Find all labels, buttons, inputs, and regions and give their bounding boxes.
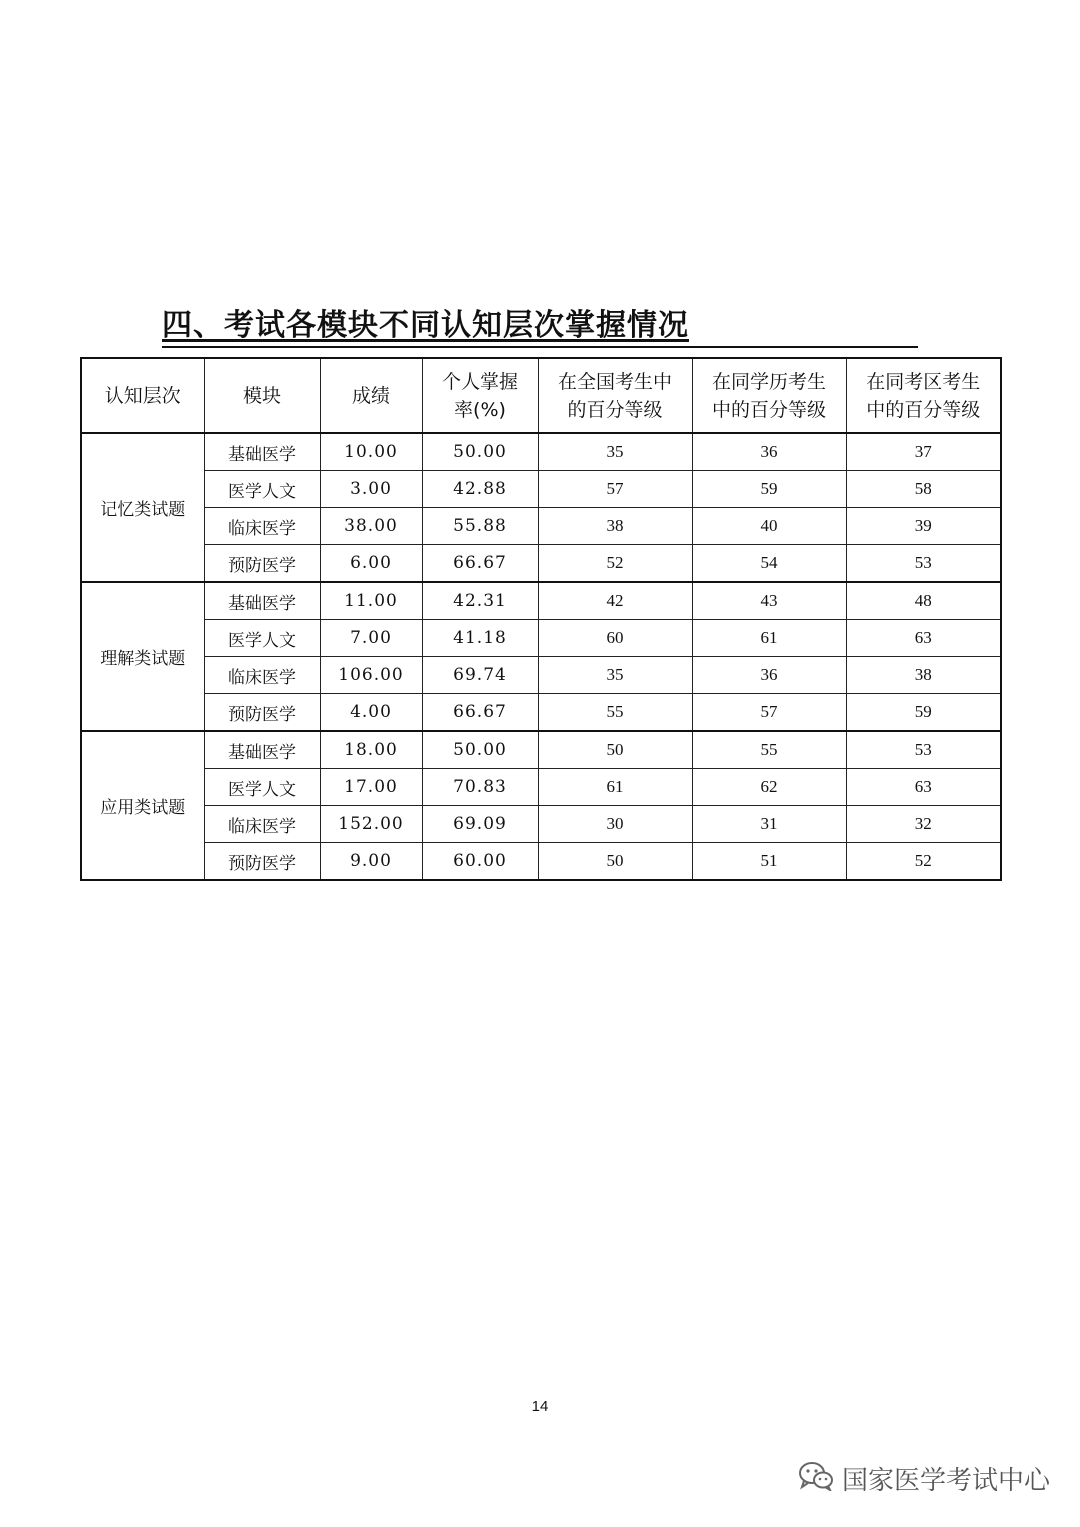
watermark: [798, 1458, 1050, 1498]
rate-cell: 42.31: [422, 582, 538, 620]
same-region-rank-cell: 38: [846, 657, 1001, 694]
score-cell: 3.00: [320, 471, 422, 508]
score-cell: 106.00: [320, 657, 422, 694]
table-row: [81, 545, 1001, 583]
module-cell: 预防医学: [204, 545, 320, 583]
same-edu-rank-cell: 36: [692, 433, 846, 471]
same-edu-rank-cell: 55: [692, 731, 846, 769]
same-region-rank-cell: 53: [846, 545, 1001, 583]
table-row: [81, 508, 1001, 545]
same-region-rank-cell: 39: [846, 508, 1001, 545]
score-cell: 11.00: [320, 582, 422, 620]
table-row: [81, 471, 1001, 508]
score-cell: 4.00: [320, 694, 422, 732]
page-number: 14: [531, 1398, 549, 1415]
header-score: 成绩: [320, 358, 422, 433]
score-cell: 152.00: [320, 806, 422, 843]
module-cell: 预防医学: [204, 694, 320, 732]
watermark-text: 国家医学考试中心: [841, 1465, 1050, 1496]
same-edu-rank-cell: 43: [692, 582, 846, 620]
rate-cell: 50.00: [422, 433, 538, 471]
same-edu-rank-cell: 36: [692, 657, 846, 694]
rate-cell: 50.00: [422, 731, 538, 769]
national-rank-cell: 35: [538, 433, 692, 471]
module-cell: 基础医学: [204, 433, 320, 471]
national-rank-cell: 50: [538, 843, 692, 881]
national-rank-cell: 42: [538, 582, 692, 620]
score-cell: 7.00: [320, 620, 422, 657]
table-row: [81, 657, 1001, 694]
table-body: [81, 433, 1001, 880]
table-row: [81, 582, 1001, 620]
national-rank-cell: 38: [538, 508, 692, 545]
same-edu-rank-cell: 40: [692, 508, 846, 545]
header-level: 认知层次: [81, 358, 204, 433]
same-edu-rank-cell: 31: [692, 806, 846, 843]
level-cell: 记忆类试题: [81, 433, 204, 582]
mastery-table: [80, 357, 1002, 881]
same-edu-rank-cell: 59: [692, 471, 846, 508]
same-region-rank-cell: 53: [846, 731, 1001, 769]
table-row: [81, 843, 1001, 881]
module-cell: 临床医学: [204, 806, 320, 843]
header-rate: [422, 358, 538, 433]
national-rank-cell: 60: [538, 620, 692, 657]
table-header-row: [81, 358, 1001, 433]
score-cell: 17.00: [320, 769, 422, 806]
table-row: [81, 620, 1001, 657]
score-cell: 9.00: [320, 843, 422, 881]
table-header: [81, 358, 1001, 433]
rate-cell: 69.09: [422, 806, 538, 843]
national-rank-cell: 35: [538, 657, 692, 694]
table-row: [81, 731, 1001, 769]
module-cell: 临床医学: [204, 657, 320, 694]
header-national-label: 在全国考生中的百分等级: [557, 370, 672, 421]
module-cell: 临床医学: [204, 508, 320, 545]
rate-cell: 66.67: [422, 694, 538, 732]
same-edu-rank-cell: 57: [692, 694, 846, 732]
rate-cell: 69.74: [422, 657, 538, 694]
score-cell: 38.00: [320, 508, 422, 545]
level-cell: 理解类试题: [81, 582, 204, 731]
score-cell: 10.00: [320, 433, 422, 471]
wechat-icon: [798, 1461, 834, 1495]
national-rank-cell: 57: [538, 471, 692, 508]
header-same-edu-label: 在同学历考生中的百分等级: [711, 370, 826, 421]
same-region-rank-cell: 32: [846, 806, 1001, 843]
same-region-rank-cell: 63: [846, 620, 1001, 657]
module-cell: 医学人文: [204, 471, 320, 508]
rate-cell: 42.88: [422, 471, 538, 508]
same-edu-rank-cell: 62: [692, 769, 846, 806]
national-rank-cell: 52: [538, 545, 692, 583]
same-region-rank-cell: 37: [846, 433, 1001, 471]
same-region-rank-cell: 59: [846, 694, 1001, 732]
module-cell: 医学人文: [204, 769, 320, 806]
score-cell: 6.00: [320, 545, 422, 583]
score-cell: 18.00: [320, 731, 422, 769]
header-same-edu: [692, 358, 846, 433]
national-rank-cell: 61: [538, 769, 692, 806]
national-rank-cell: 50: [538, 731, 692, 769]
module-cell: 基础医学: [204, 582, 320, 620]
header-module: 模块: [204, 358, 320, 433]
same-region-rank-cell: 48: [846, 582, 1001, 620]
table-row: [81, 694, 1001, 732]
header-same-region: [846, 358, 1001, 433]
same-edu-rank-cell: 54: [692, 545, 846, 583]
rate-cell: 66.67: [422, 545, 538, 583]
same-region-rank-cell: 58: [846, 471, 1001, 508]
rate-cell: 60.00: [422, 843, 538, 881]
rate-cell: 41.18: [422, 620, 538, 657]
table-row: [81, 769, 1001, 806]
module-cell: 预防医学: [204, 843, 320, 881]
same-edu-rank-cell: 61: [692, 620, 846, 657]
national-rank-cell: 55: [538, 694, 692, 732]
national-rank-cell: 30: [538, 806, 692, 843]
rate-cell: 70.83: [422, 769, 538, 806]
table-row: [81, 806, 1001, 843]
section-title: 四、考试各模块不同认知层次掌握情况: [162, 308, 689, 343]
same-edu-rank-cell: 51: [692, 843, 846, 881]
module-cell: 医学人文: [204, 620, 320, 657]
header-national: [538, 358, 692, 433]
level-cell: 应用类试题: [81, 731, 204, 880]
table-row: [81, 433, 1001, 471]
header-rate-label: 个人掌握率(%): [441, 370, 518, 421]
section-title-bar: [162, 306, 918, 348]
same-region-rank-cell: 63: [846, 769, 1001, 806]
header-same-region-label: 在同考区考生中的百分等级: [866, 370, 981, 421]
module-cell: 基础医学: [204, 731, 320, 769]
same-region-rank-cell: 52: [846, 843, 1001, 881]
rate-cell: 55.88: [422, 508, 538, 545]
